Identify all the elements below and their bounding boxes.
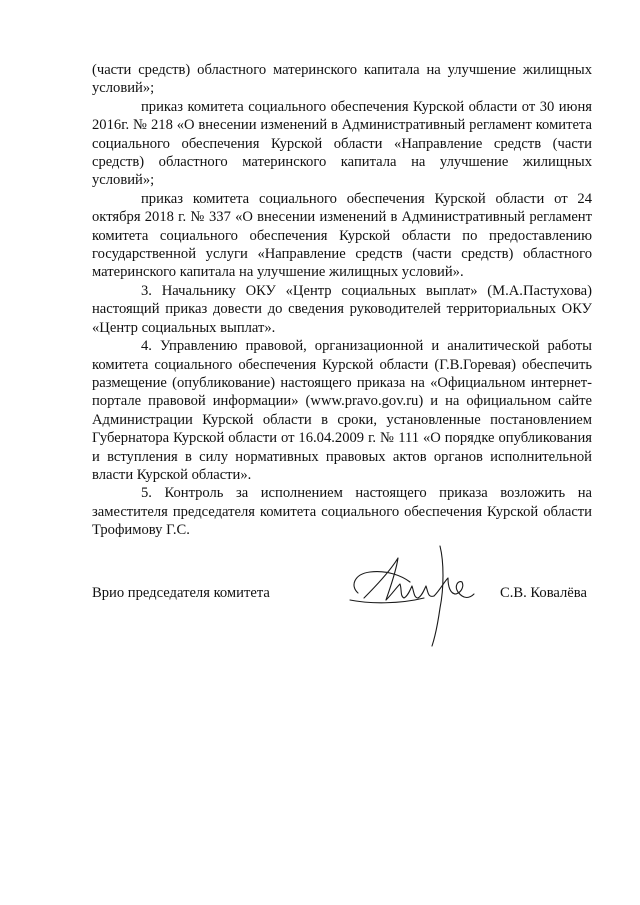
- signatory-name: С.В. Ковалёва: [500, 585, 587, 601]
- paragraph-item-3: 3. Начальнику ОКУ «Центр социальных выплат» (М.А.Пастухова) настоящий приказ довести до сведения руководителей территориальных ОКУ «Центр социальных выплат».: [92, 282, 592, 336]
- signatory-title: Врио председателя комитета: [92, 585, 270, 601]
- paragraph-order-337: приказ комитета социального обеспечения Курской области от 24 октября 2018 г. № 337 «О внесении изменений в Административный регламент комитета социального обеспечения Курской области по предоставлению государственной услуги «Направление средств (части средств) областного материнского капитала на улучшение жилищных условий».: [92, 190, 592, 281]
- paragraph-item-5: 5. Контроль за исполнением настоящего приказа возложить на заместителя председателя комитета социального обеспечения Курской области Трофимову Г.С.: [92, 485, 592, 539]
- paragraph-order-218: приказ комитета социального обеспечения Курской области от 30 июня 2016г. № 218 «О внесении изменений в Административный регламент комитета социального обеспечения Курской области «Направление средств (части средств) областного материнского капитала на улучшение жилищных условий»;: [92, 98, 592, 189]
- paragraph-continuation: (части средств) областного материнского капитала на улучшение жилищных условий»;: [92, 62, 592, 97]
- document-body: [92, 61, 592, 540]
- paragraph-item-4: 4. Управлению правовой, организационной и аналитической работы комитета социального обеспечения Курской области (Г.В.Горевая) обеспечить размещение (опубликование) настоящего приказа на «Официальном интернет-портале правовой информации» (www.pravo.gov.ru) и на официальном сайте Администрации Курской области в сроки, установленные постановлением Губернатора Курской области от 16.04.2009 г. № 111 «О порядке опубликования и вступления в силу нормативных правовых актов органов исполнительной власти Курской области».: [92, 338, 592, 483]
- handwritten-signature: [340, 538, 490, 653]
